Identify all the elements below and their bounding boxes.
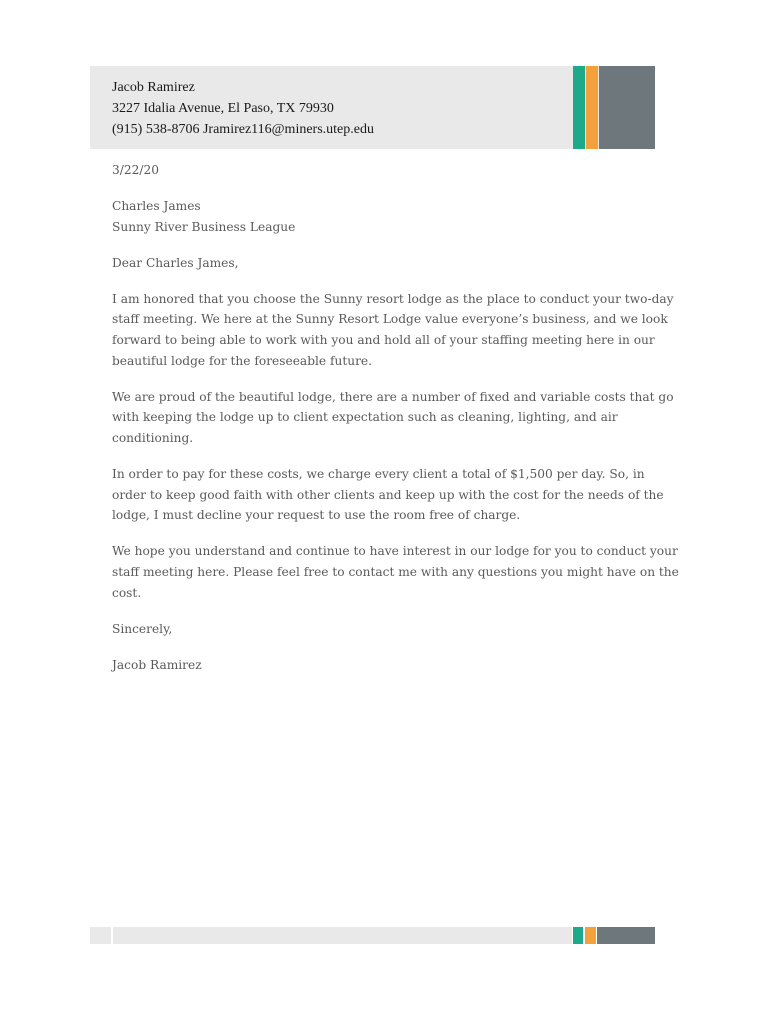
sender-contact: (915) 538-8706 Jramirez116@miners.utep.edu	[112, 122, 374, 137]
header-accent-teal	[573, 66, 585, 149]
footer-accent-slate	[597, 927, 655, 944]
sender-name: Jacob Ramirez	[112, 80, 195, 95]
recipient-organization: Sunny River Business League	[112, 219, 296, 234]
letter-date: 3/22/20	[112, 163, 159, 177]
recipient-block	[112, 196, 682, 237]
paragraph: I am honored that you choose the Sunny resort lodge as the place to conduct your two-day staff meeting. We here at the Sunny Resort Lodge value everyone’s business, and we look forward to being able to work with you and hold all of your staffing meeting here in our beautiful lodge for the foreseeable future.	[112, 291, 674, 368]
letter-body	[112, 160, 682, 691]
sender-block	[112, 77, 374, 140]
paragraph: We hope you understand and continue to have interest in our lodge for you to conduct your staff meeting here. Please feel free to contact me with any questions you might have on the cost.	[112, 544, 679, 600]
paragraph: In order to pay for these costs, we charge every client a total of $1,500 per day. So, in order to keep good faith with other clients and keep up with the cost for the needs of the lodge, I must decline your request to use the room free of charge.	[112, 467, 664, 523]
salutation: Dear Charles James,	[112, 255, 239, 270]
paragraph: We are proud of the beautiful lodge, there are a number of fixed and variable costs that go with keeping the lodge up to client expectation such as cleaning, lighting, and air conditioning.	[112, 389, 674, 445]
recipient-name: Charles James	[112, 199, 201, 214]
footer-banner	[113, 927, 572, 944]
footer-banner-left	[90, 927, 111, 944]
closing: Sincerely,	[112, 621, 173, 636]
footer-accent-orange	[585, 927, 596, 944]
header-accent-orange	[586, 66, 598, 149]
footer-accent-teal	[573, 927, 583, 944]
header-accent-slate	[599, 66, 655, 149]
signature: Jacob Ramirez	[112, 657, 202, 672]
sender-address: 3227 Idalia Avenue, El Paso, TX 79930	[112, 101, 334, 116]
